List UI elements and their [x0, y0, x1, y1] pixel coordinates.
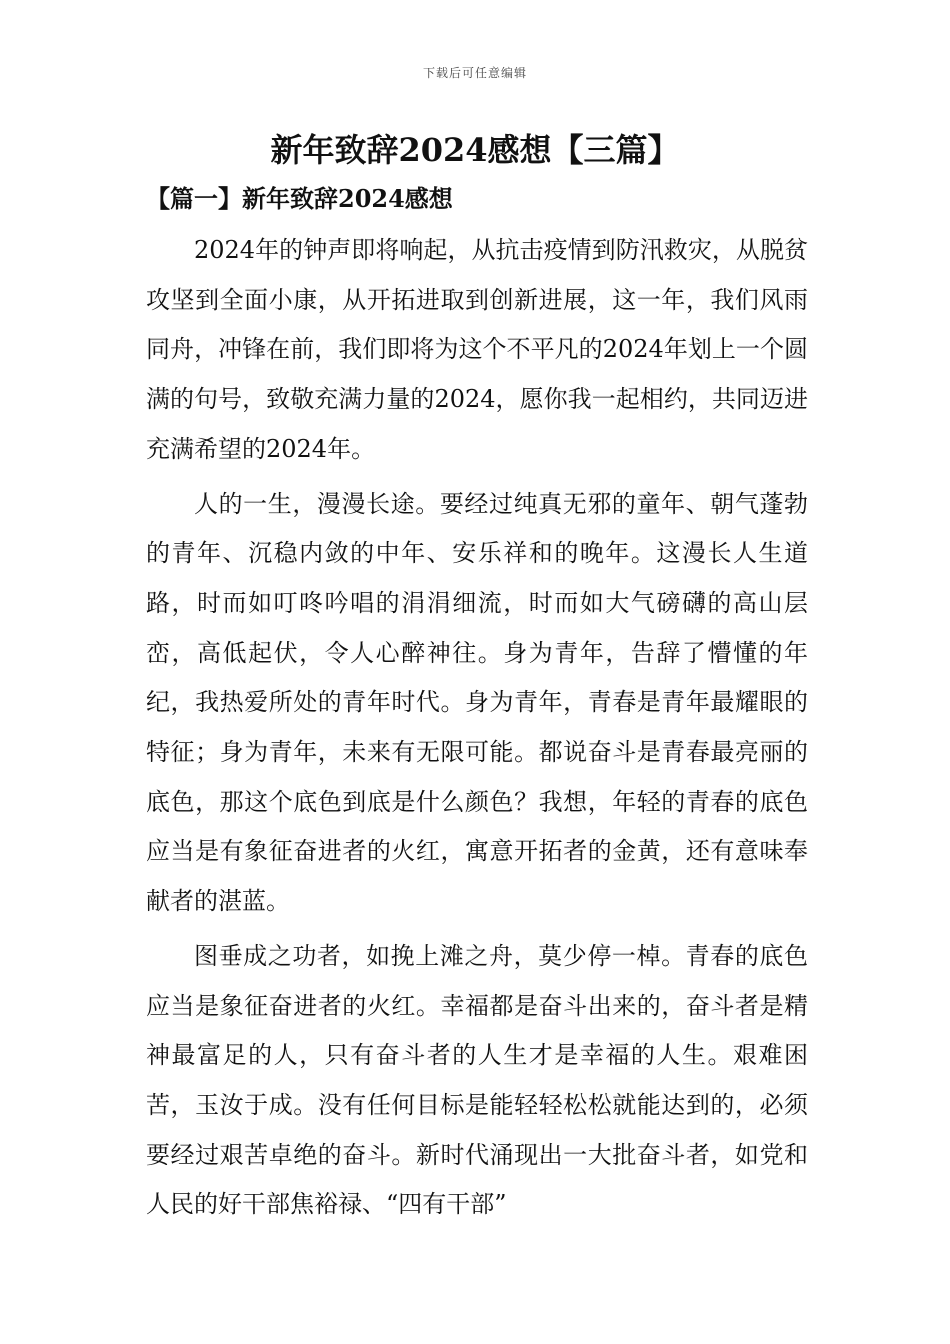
body-text	[146, 226, 808, 1235]
paragraph-2: 人的一生，漫漫长途。要经过纯真无邪的童年、朝气蓬勃的青年、沉稳内敛的中年、安乐祥和的晚年。这漫长人生道路，时而如叮咚吟唱的涓涓细流，时而如大气磅礴的高山层峦，高低起伏，令人心醉神往。身为青年，告辞了懵懂的年纪，我热爱所处的青年时代。身为青年，青春是青年最耀眼的特征；身为青年，未来有无限可能。都说奋斗是青春最亮丽的底色，那这个底色到底是什么颜色？我想，年轻的青春的底色应当是有象征奋进者的火红，寓意开拓者的金黄，还有意味奉献者的湛蓝。	[146, 489, 808, 916]
section-heading: 【篇一】新年致辞2024感想	[146, 184, 453, 213]
header-note: 下载后可任意编辑	[422, 66, 527, 80]
paragraph-1: 2024年的钟声即将响起，从抗击疫情到防汛救灾，从脱贫攻坚到全面小康，从开拓进取到创新进展，这一年，我们风雨同舟，冲锋在前，我们即将为这个不平凡的2024年划上一个圆满的句号，致敬充满力量的2024，愿你我一起相约，共同迈进充满希望的2024年。	[146, 236, 808, 463]
document-title: 新年致辞2024感想【三篇】	[270, 131, 680, 169]
paragraph-3: 图垂成之功者，如挽上滩之舟，莫少停一棹。青春的底色应当是象征奋进者的火红。幸福都是奋斗出来的，奋斗者是精神最富足的人，只有奋斗者的人生才是幸福的人生。艰难困苦，玉汝于成。没有任何目标是能轻轻松松就能达到的，必须要经过艰苦卓绝的奋斗。新时代涌现出一大批奋斗者，如党和人民的好干部焦裕禄、“四有干部”	[146, 941, 808, 1219]
